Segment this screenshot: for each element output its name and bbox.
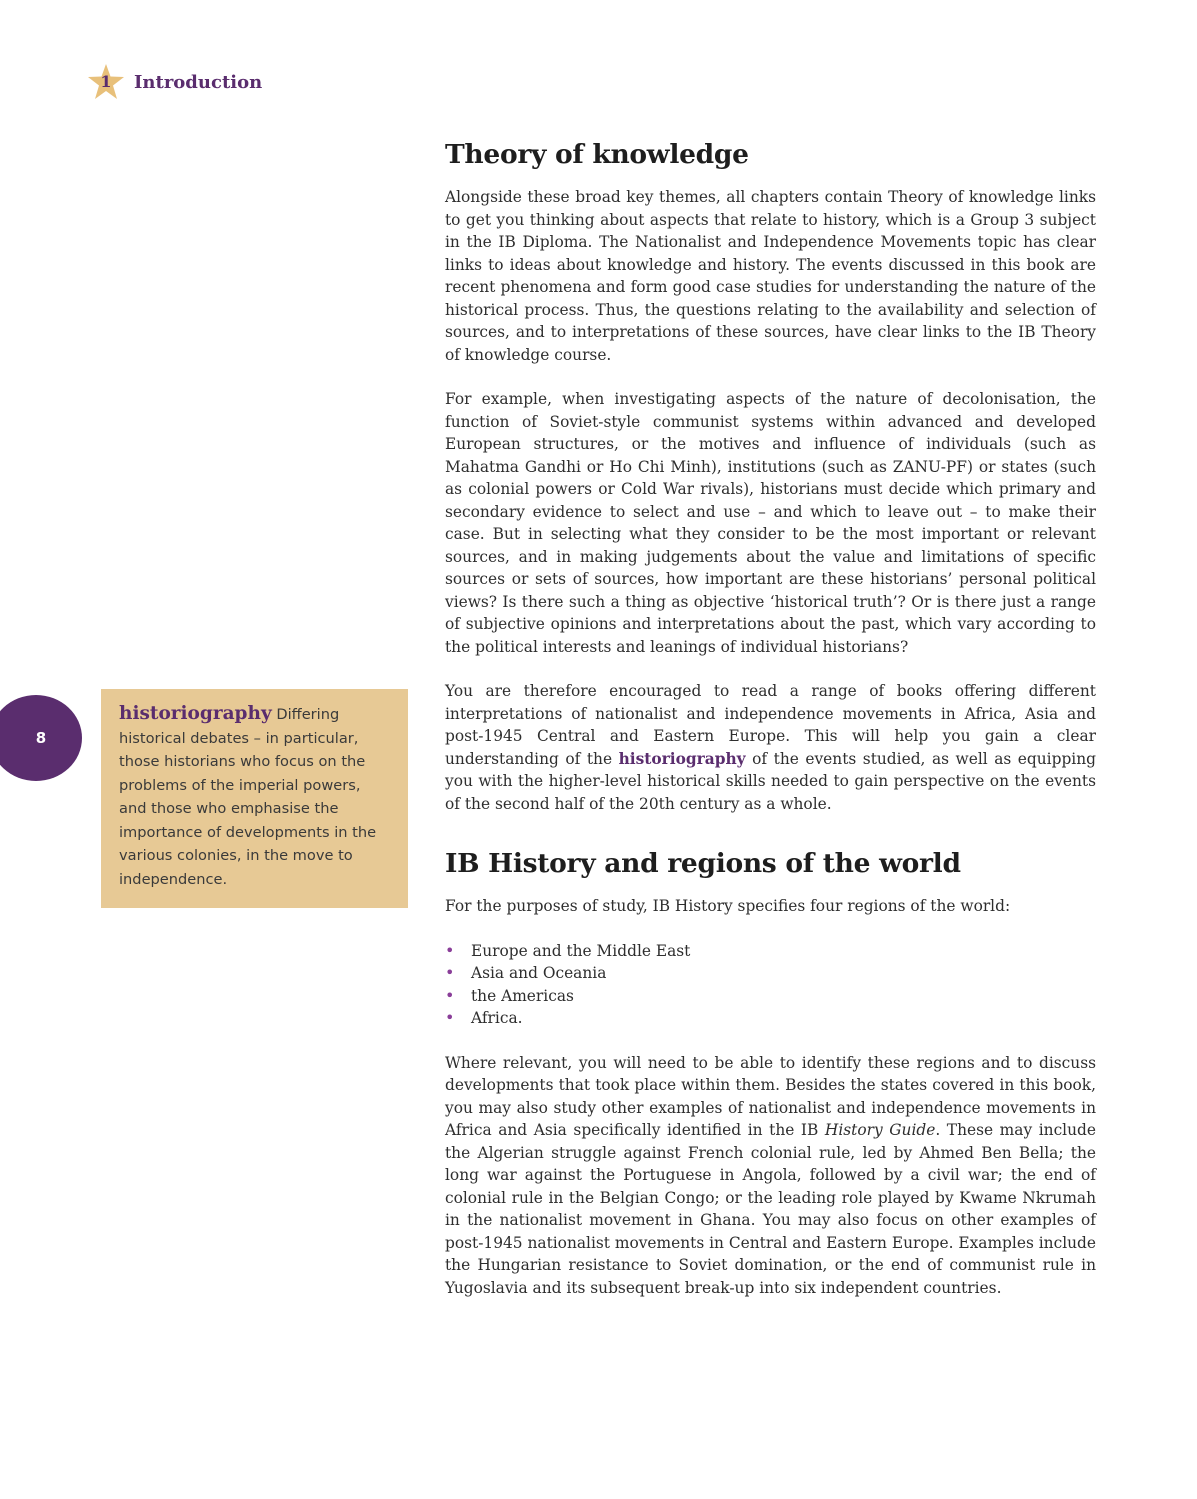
paragraph	[445, 1052, 1096, 1300]
regions-list	[445, 940, 1096, 1030]
chapter-header	[86, 62, 262, 102]
list-item-text: Africa.	[471, 1009, 523, 1027]
page-number: 8	[35, 729, 47, 747]
paragraph: For example, when investigating aspects of the nature of decolonisation, the function of Soviet-style communist systems within advanced and developed European structures, or the motives and influence of individuals (such as Mahatma Gandhi or Ho Chi Minh), institutions (such as ZANU-PF) or states (such as colonial powers or Cold War rivals), historians must decide which primary and secondary evidence to select and use – and which to leave out – to make their case. But in selecting what they consider to be the most important or relevant sources, and in making judgements about the value and limitations of specific sources or sets of sources, how important are these historians’ personal political views? Is there such a thing as objective ‘historical truth’? Or is there just a range of subjective opinions and interpretations about the past, which vary according to the political interests and leanings of individual historians?	[445, 390, 1096, 656]
list-item	[445, 940, 1096, 963]
glossary-keyword: historiography	[618, 749, 746, 768]
text-run: of the events studied, as well as equipping you with the higher-level historical skills needed to gain perspective on the events of the second half of the 20th century as a whole.	[445, 749, 1096, 813]
main-content	[445, 138, 1096, 1321]
paragraph: For the purposes of study, IB History specifies four regions of the world:	[445, 897, 1011, 915]
text-run: Where relevant, you will need to be able to identify these regions and to discuss developments that took place within them. Besides the states covered in this book, you may also study other examples of nationalist and independence movements in Africa and Asia specifically identified in the IB	[445, 1053, 1096, 1139]
star-icon	[86, 62, 126, 102]
chapter-title: Introduction	[134, 71, 263, 93]
glossary-box	[101, 689, 408, 908]
chapter-number: 1	[100, 72, 112, 91]
paragraph	[445, 680, 1096, 815]
list-item-text: Asia and Oceania	[471, 964, 607, 982]
glossary-definition: Differing historical debates – in particular, those historians who focus on the problems of the imperial powers, and those who emphasise the importance of developments in the various colonies, in the move to independence.	[119, 706, 377, 888]
text-run: . These may include the Algerian struggle against French colonial rule, led by Ahmed Ben Bella; the long war against the Portuguese in Angola, followed by a civil war; the end of colonial rule in the Belgian Congo; or the leading role played by Kwame Nkrumah in the nationalist movement in Ghana. You may also focus on other examples of post-1945 nationalist movements in Central and Eastern Europe. Examples include the Hungarian resistance to Soviet domination, or the end of communist rule in Yugoslavia and its subsequent break-up into six independent countries.	[445, 1121, 1096, 1297]
text-run: You are therefore encouraged to read a range of books offering different interpretations of nationalist and independence movements in Africa, Asia and post-1945 Central and Eastern Europe. This will help you gain a clear understanding of the	[445, 682, 1096, 768]
list-item-text: Europe and the Middle East	[471, 941, 691, 960]
list-item	[445, 985, 1096, 1008]
list-item-text: the Americas	[471, 986, 574, 1005]
glossary-term: historiography	[119, 703, 272, 724]
section-heading-tok: Theory of knowledge	[445, 139, 749, 170]
list-item	[445, 962, 1096, 985]
bullet-icon: •	[445, 1008, 455, 1027]
bullet-icon: •	[445, 963, 455, 982]
bullet-icon: •	[445, 940, 455, 960]
glossary-entry	[119, 702, 390, 891]
section-heading-regions: IB History and regions of the world	[445, 848, 961, 879]
list-item	[445, 1007, 1096, 1030]
bullet-icon: •	[445, 985, 455, 1005]
book-title: History Guide	[824, 1121, 936, 1139]
paragraph: Alongside these broad key themes, all chapters contain Theory of knowledge links to get you thinking about aspects that relate to history, which is a Group 3 subject in the IB Diploma. The Nationalist and Independence Movements topic has clear links to ideas about knowledge and history. The events discussed in this book are recent phenomena and form good case studies for understanding the nature of the historical process. Thus, the questions relating to the availability and selection of sources, and to interpretations of these sources, have clear links to the IB Theory of knowledge course.	[445, 188, 1096, 364]
